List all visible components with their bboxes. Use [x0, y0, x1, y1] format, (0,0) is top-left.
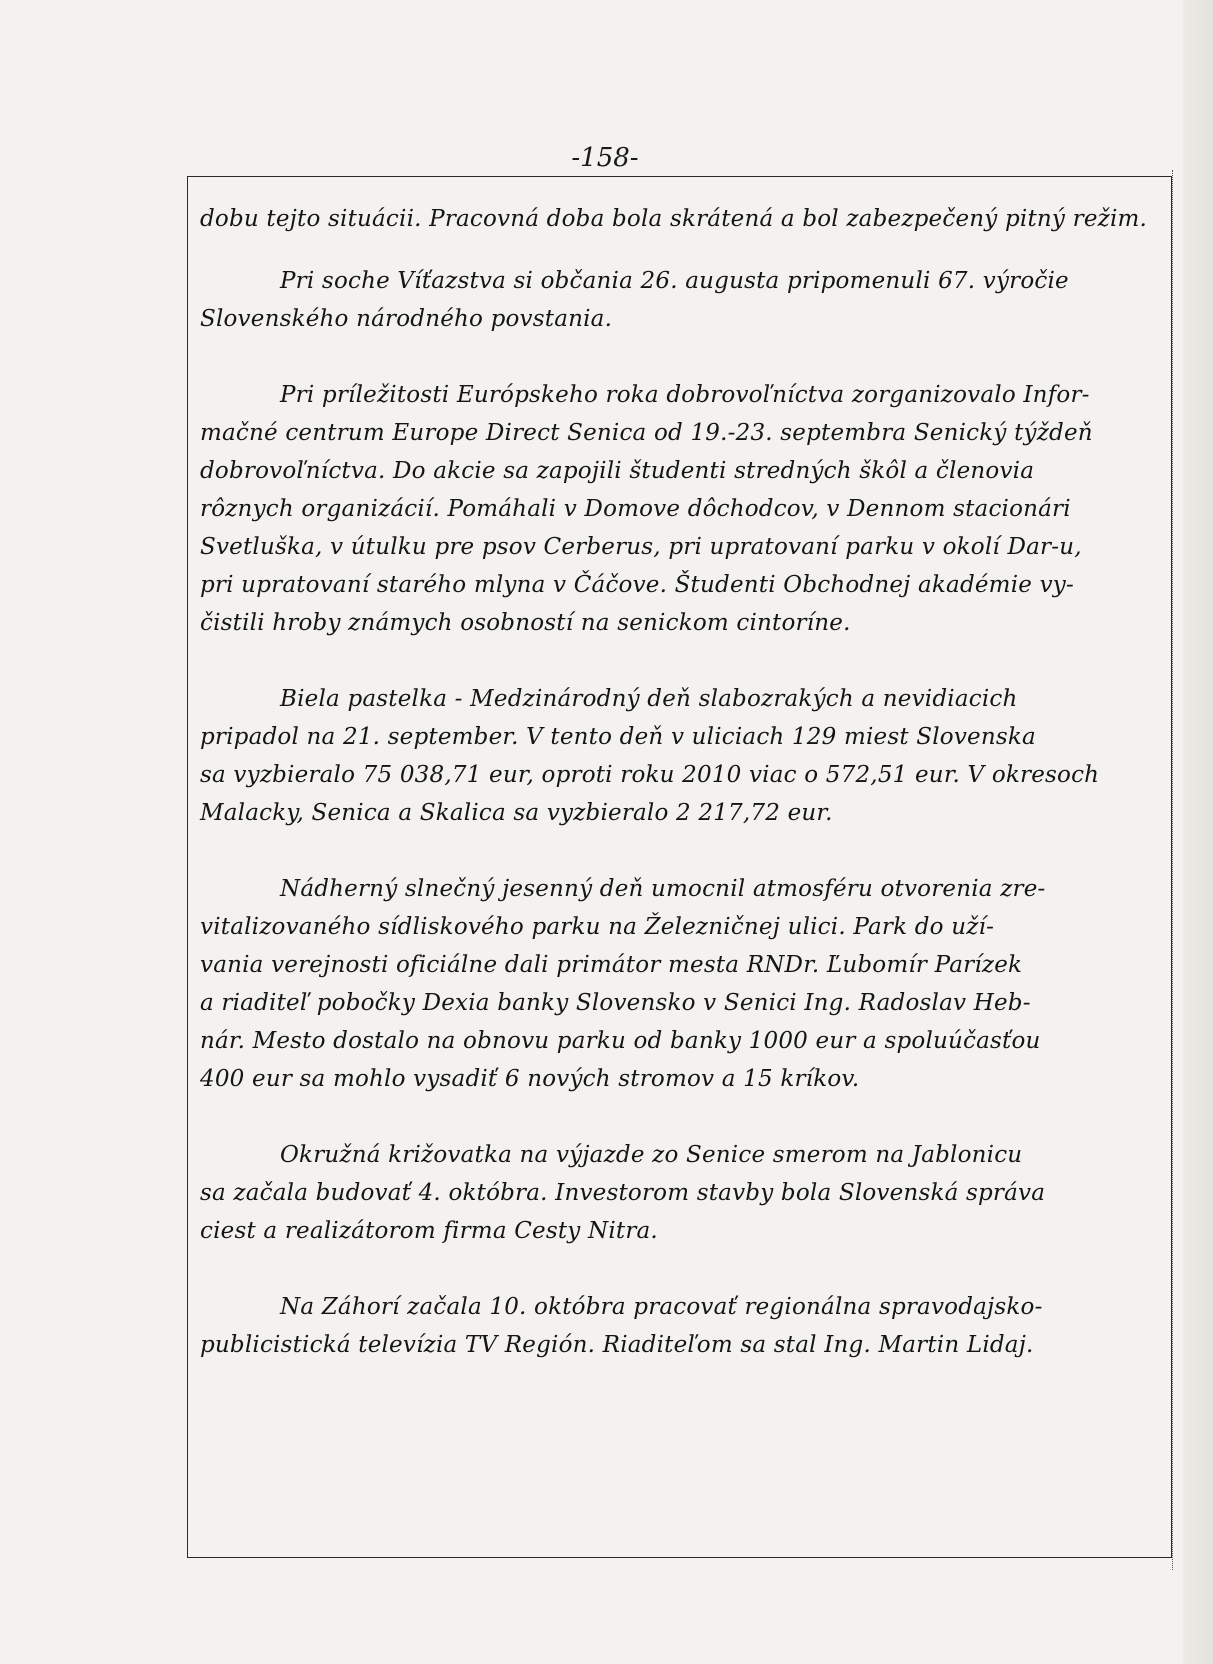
- text-line: sa vyzbieralo 75 038,71 eur, oproti roku 2010 viac o 572,51 eur. V okresoch: [200, 762, 1100, 788]
- text-line: pri upratovaní starého mlyna v Čáčove. Študenti Obchodnej akadémie vy-: [200, 572, 1074, 598]
- paragraph-1: [200, 200, 1160, 238]
- text-line: mačné centrum Europe Direct Senica od 19.-23. septembra Senický týždeň: [200, 420, 1093, 446]
- paragraph-4: [200, 680, 1160, 832]
- page-number: -158-: [571, 143, 639, 173]
- text-line: Malacky, Senica a Skalica sa vyzbieralo 2 217,72 eur.: [200, 800, 833, 826]
- text-line: Nádherný slnečný jesenný deň umocnil atmosféru otvorenia zre-: [280, 876, 1046, 902]
- text-line: čistili hroby známych osobností na senickom cintoríne.: [200, 610, 851, 636]
- paragraph-3: [200, 376, 1160, 642]
- page-edge: [1183, 0, 1213, 1664]
- text-line: sa začala budovať 4. októbra. Investorom stavby bola Slovenská správa: [200, 1180, 1046, 1206]
- text-line: Biela pastelka - Medzinárodný deň slabozrakých a nevidiacich: [280, 686, 1018, 712]
- text-line: a riaditeľ pobočky Dexia banky Slovensko v Senici Ing. Radoslav Heb-: [200, 990, 1031, 1016]
- text-line: pripadol na 21. september. V tento deň v uliciach 129 miest Slovenska: [200, 724, 1036, 750]
- text-line: 400 eur sa mohlo vysadiť 6 nových stromov a 15 kríkov.: [200, 1066, 860, 1092]
- text-line: dobu tejto situácii. Pracovná doba bola skrátená a bol zabezpečený pitný režim.: [200, 206, 1148, 232]
- frame-dotted-rule: [1172, 170, 1173, 1570]
- paragraph-5: [200, 870, 1160, 1098]
- text-line: vitalizovaného sídliskového parku na Železničnej ulici. Park do uží-: [200, 914, 995, 940]
- text-line: Slovenského národného povstania.: [200, 306, 613, 332]
- text-line: Na Záhorí začala 10. októbra pracovať regionálna spravodajsko-: [280, 1294, 1043, 1320]
- paragraph-6: [200, 1136, 1160, 1250]
- paragraph-7: [200, 1288, 1160, 1364]
- text-line: dobrovoľníctva. Do akcie sa zapojili študenti stredných škôl a členovia: [200, 458, 1035, 484]
- text-line: publicistická televízia TV Región. Riaditeľom sa stal Ing. Martin Lidaj.: [200, 1332, 1034, 1358]
- text-line: Svetluška, v útulku pre psov Cerberus, pri upratovaní parku v okolí Dar-u,: [200, 534, 1082, 560]
- chronicle-text: [200, 200, 1160, 1364]
- text-line: Pri soche Víťazstva si občania 26. augusta pripomenuli 67. výročie: [280, 268, 1069, 294]
- text-line: Pri príležitosti Európskeho roka dobrovoľníctva zorganizovalo Infor-: [280, 382, 1090, 408]
- text-line: vania verejnosti oficiálne dali primátor mesta RNDr. Ľubomír Parízek: [200, 952, 1023, 978]
- paragraph-2: [200, 262, 1160, 338]
- text-line: Okružná križovatka na výjazde zo Senice smerom na Jablonicu: [280, 1142, 1023, 1168]
- text-line: nár. Mesto dostalo na obnovu parku od banky 1000 eur a spoluúčasťou: [200, 1028, 1041, 1054]
- text-line: rôznych organizácií. Pomáhali v Domove dôchodcov, v Dennom stacionári: [200, 496, 1071, 522]
- text-line: ciest a realizátorom firma Cesty Nitra.: [200, 1218, 658, 1244]
